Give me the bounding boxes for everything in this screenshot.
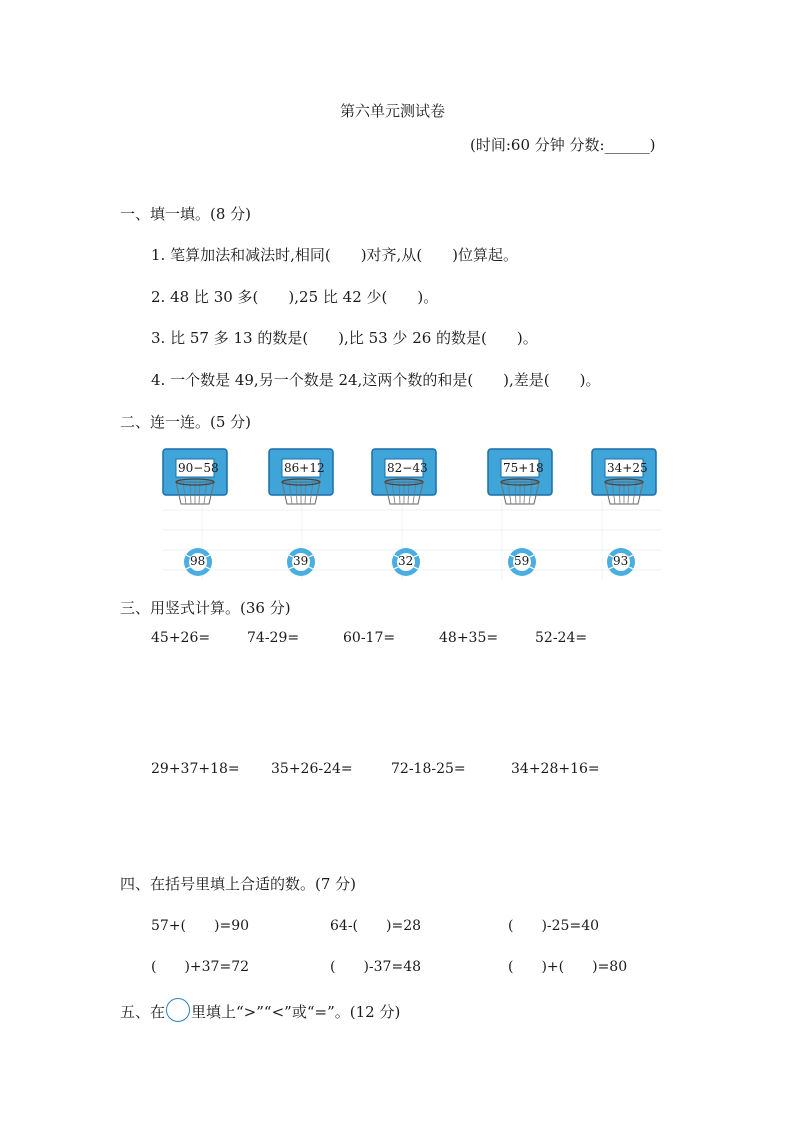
vertical-calc-3[interactable]: 60-17= bbox=[343, 630, 396, 646]
section-4-heading: 四、在括号里填上合适的数。(7 分) bbox=[120, 875, 357, 893]
blank-equation-6[interactable]: ( )+( )=80 bbox=[508, 959, 628, 975]
basket-expression: 82−43 bbox=[387, 461, 428, 475]
ball-number: 32 bbox=[398, 554, 414, 568]
basket-3[interactable] bbox=[371, 448, 437, 514]
basket-expression: 34+25 bbox=[607, 461, 648, 475]
section-5-heading bbox=[120, 998, 400, 1022]
ball-4[interactable] bbox=[507, 547, 537, 577]
blank-equation-3[interactable]: ( )-25=40 bbox=[508, 918, 600, 934]
blank-equation-2[interactable]: 64-( )=28 bbox=[330, 918, 422, 934]
vertical-calc-5[interactable]: 52-24= bbox=[535, 630, 588, 646]
section-5-prefix: 五、在 bbox=[120, 1003, 166, 1021]
ball-5[interactable] bbox=[606, 547, 636, 577]
basket-expression: 75+18 bbox=[503, 461, 544, 475]
basketball-hoop-icon bbox=[487, 448, 553, 514]
fill-item-1: 1. 笔算加法和减法时,相同( )对齐,从( )位算起。 bbox=[151, 246, 519, 264]
ball-number: 98 bbox=[190, 554, 206, 568]
basketball-hoop-icon bbox=[268, 448, 334, 514]
vertical-calc-4[interactable]: 48+35= bbox=[439, 630, 499, 646]
basketball-hoop-icon bbox=[591, 448, 657, 514]
fill-item-2: 2. 48 比 30 多( ),25 比 42 少( )。 bbox=[151, 288, 439, 306]
basket-4[interactable] bbox=[487, 448, 553, 514]
basket-2[interactable] bbox=[268, 448, 334, 514]
vertical-calc-9[interactable]: 34+28+16= bbox=[511, 761, 600, 777]
section-2-heading: 二、连一连。(5 分) bbox=[120, 413, 252, 431]
section-1-heading: 一、填一填。(8 分) bbox=[120, 205, 252, 223]
ball-1[interactable] bbox=[183, 547, 213, 577]
ball-2[interactable] bbox=[286, 547, 316, 577]
basket-1[interactable] bbox=[162, 448, 228, 514]
section-3-heading: 三、用竖式计算。(36 分) bbox=[120, 599, 291, 617]
basket-5[interactable] bbox=[591, 448, 657, 514]
ball-number: 39 bbox=[293, 554, 309, 568]
basket-expression: 86+12 bbox=[284, 461, 325, 475]
blank-equation-4[interactable]: ( )+37=72 bbox=[151, 959, 250, 975]
circle-blank-icon bbox=[166, 998, 190, 1022]
vertical-calc-2[interactable]: 74-29= bbox=[247, 630, 300, 646]
vertical-calc-1[interactable]: 45+26= bbox=[151, 630, 211, 646]
vertical-calc-8[interactable]: 72-18-25= bbox=[391, 761, 466, 777]
fill-item-3: 3. 比 57 多 13 的数是( ),比 53 少 26 的数是( )。 bbox=[151, 329, 538, 347]
ball-number: 59 bbox=[514, 554, 530, 568]
section-5-suffix: 里填上“>”“<”或“=”。(12 分) bbox=[191, 1003, 401, 1021]
basketball-hoop-icon bbox=[371, 448, 437, 514]
vertical-calc-7[interactable]: 35+26-24= bbox=[271, 761, 353, 777]
basketball-hoop-icon bbox=[162, 448, 228, 514]
ball-3[interactable] bbox=[391, 547, 421, 577]
time-score-line: (时间:60 分钟 分数:______) bbox=[470, 136, 656, 154]
blank-equation-5[interactable]: ( )-37=48 bbox=[330, 959, 422, 975]
vertical-calc-6[interactable]: 29+37+18= bbox=[151, 761, 240, 777]
page-title: 第六单元测试卷 bbox=[340, 102, 446, 120]
ball-number: 93 bbox=[613, 554, 629, 568]
basket-expression: 90−58 bbox=[178, 461, 219, 475]
fill-item-4: 4. 一个数是 49,另一个数是 24,这两个数的和是( ),差是( )。 bbox=[151, 371, 601, 389]
blank-equation-1[interactable]: 57+( )=90 bbox=[151, 918, 250, 934]
